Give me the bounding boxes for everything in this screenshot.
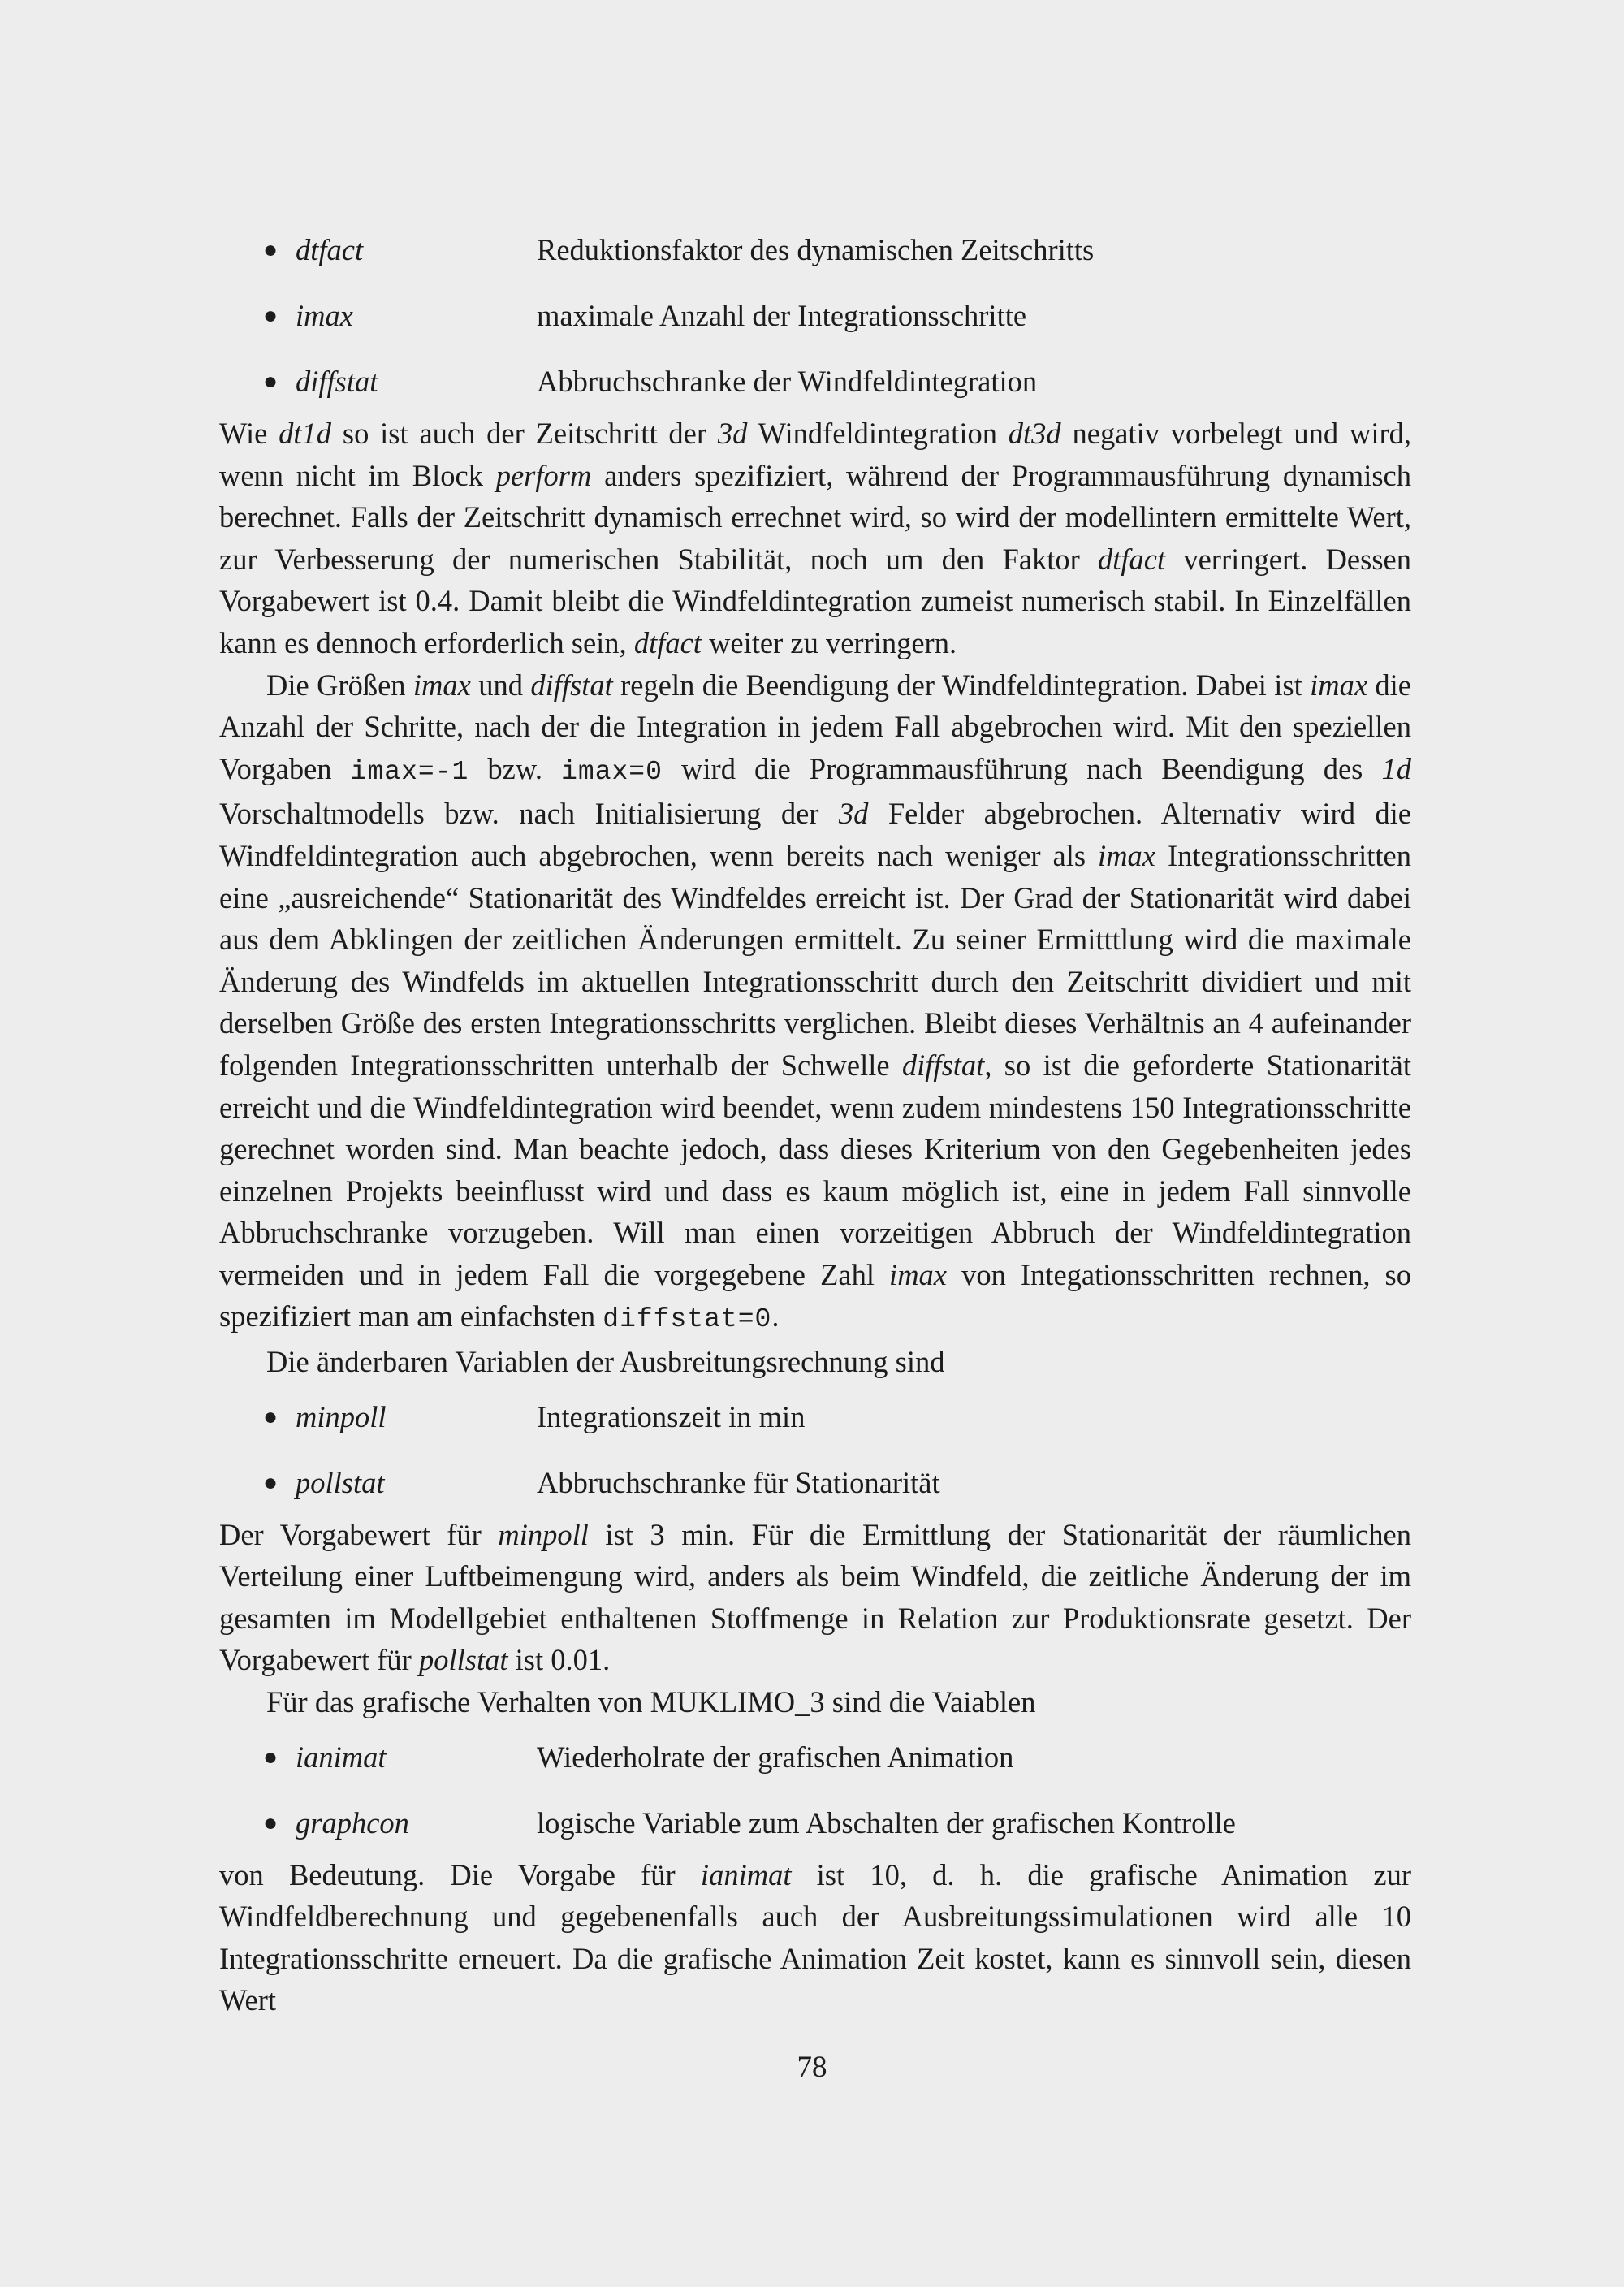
variable-list-graphics xyxy=(219,1736,1411,1854)
bullet: ● xyxy=(263,1809,279,1836)
list-term: graphcon xyxy=(296,1805,409,1840)
variable-list-dispersion xyxy=(219,1396,1411,1514)
list-term: dtfact xyxy=(296,233,364,266)
list-item xyxy=(219,1802,1411,1854)
paragraph-dispersion-intro: Die änderbaren Variablen der Ausbreitungsrechnung sind xyxy=(266,1345,945,1379)
bullet: ● xyxy=(263,302,279,329)
list-description: Abbruchschranke der Windfeldintegration xyxy=(537,365,1038,398)
list-description: logische Variable zum Abschalten der grafischen Kontrolle xyxy=(537,1805,1236,1840)
list-description: Integrationszeit in min xyxy=(537,1399,806,1433)
list-description: Abbruchschranke für Stationarität xyxy=(537,1465,940,1499)
paragraph-timestep: Wie dt1d so ist auch der Zeitschritt der 3d Windfeldintegration dt3d negativ vorbelegt und wird, wenn nicht im Block perform anders spezifiziert, während der Programmausführung dynamisch berechnet. Falls der Zeitschritt dynamisch errechnet wird, so wird der modellintern ermittelte Wert, zur Verbesserung der numerischen Stabilität, noch um den Faktor dtfact verringert. Dessen Vorgabewert ist 0.4. Damit bleibt die Windfeldintegration zumeist numerisch stabil. In Einzelfällen kann es dennoch erforderlich sein, dtfact weiter zu verringern. xyxy=(219,417,1411,659)
list-term: minpoll xyxy=(296,1399,387,1433)
list-description: Wiederholrate der grafischen Animation xyxy=(537,1740,1014,1774)
list-term: pollstat xyxy=(296,1465,385,1499)
list-term: diffstat xyxy=(296,365,378,398)
page-content xyxy=(219,229,1411,2021)
list-description: maximale Anzahl der Integrationsschritte xyxy=(537,299,1027,332)
bullet: ● xyxy=(263,1743,279,1770)
list-item xyxy=(219,361,1411,413)
bullet: ● xyxy=(263,236,279,263)
paragraph-termination: Die Größen imax und diffstat regeln die Beendigung der Windfeldintegration. Dabei ist imax die Anzahl der Schritte, nach der die Integration in jedem Fall abgebrochen wird. Mit den speziellen Vorgaben imax=-1 bzw. imax=0 wird die Programmausführung nach Beendigung des 1d Vorschaltmodells bzw. nach Initialisierung der 3d Felder abgebrochen. Alternativ wird die Windfeldintegration auch abgebrochen, wenn bereits nach weniger als imax Integrationsschritten eine „ausreichende“ Stationarität des Windfeldes erreicht ist. Der Grad der Stationarität wird dabei aus dem Abklingen der zeitlichen Änderungen ermittelt. Zu seiner Ermitttlung wird die maximale Änderung des Windfelds im aktuellen Integrationsschritt durch den Zeitschritt dividiert und mit derselben Größe des ersten Integrationsschritts verglichen. Bleibt dieses Verhältnis an 4 aufeinander folgenden Integrationsschritten unterhalb der Schwelle diffstat, so ist die geforderte Stationarität erreicht und die Windfeldintegration wird beendet, wenn zudem mindestens 150 Integrationsschritte gerechnet worden sind. Man beachte jedoch, dass dieses Kriterium von den Gegebenheiten jedes einzelnen Projekts beeinflusst wird und dass es kaum möglich ist, eine in jedem Fall sinnvolle Abbruchschranke vorzugeben. Will man einen vorzeitigen Abbruch der Windfeldintegration vermeiden und in jedem Fall die vorgegebene Zahl imax von Integationsschritten rechnen, so spezifiziert man am einfachsten diffstat=0. xyxy=(219,668,1412,1335)
paragraph-animation: von Bedeutung. Die Vorgabe für ianimat ist 10, d. h. die grafische Animation zur Windfeldberechnung und gegebenenfalls auch der Ausbreitungssimulationen wird alle 10 Integrationsschritte erneuert. Da die grafische Animation Zeit kostet, kann es sinnvoll sein, diesen Wert xyxy=(219,1857,1411,2017)
bullet: ● xyxy=(263,1468,279,1496)
list-term: imax xyxy=(296,299,353,332)
paragraph-stationarity: Der Vorgabewert für minpoll ist 3 min. Für die Ermittlung der Stationarität der räumlichen Verteilung einer Luftbeimengung wird, anders als beim Windfeld, die zeitliche Änderung der im gesamten im Modellgebiet enthaltenen Stoffmenge in Relation zur Produktionsrate gesetzt. Der Vorgabewert für pollstat ist 0.01. xyxy=(219,1517,1411,1677)
list-item xyxy=(219,1736,1411,1802)
page-number: 78 xyxy=(797,2051,827,2084)
list-item xyxy=(219,295,1411,361)
list-item xyxy=(219,1462,1411,1514)
bullet: ● xyxy=(263,368,279,395)
list-term: ianimat xyxy=(296,1740,387,1774)
list-item xyxy=(219,229,1411,295)
paragraph-graphics-intro: Für das grafische Verhalten von MUKLIMO_3 sind die Vaiablen xyxy=(266,1685,1036,1719)
bullet: ● xyxy=(263,1403,279,1430)
list-description: Reduktionsfaktor des dynamischen Zeitschritts xyxy=(537,233,1095,266)
variable-list-wind xyxy=(219,229,1411,413)
list-item xyxy=(219,1396,1411,1462)
